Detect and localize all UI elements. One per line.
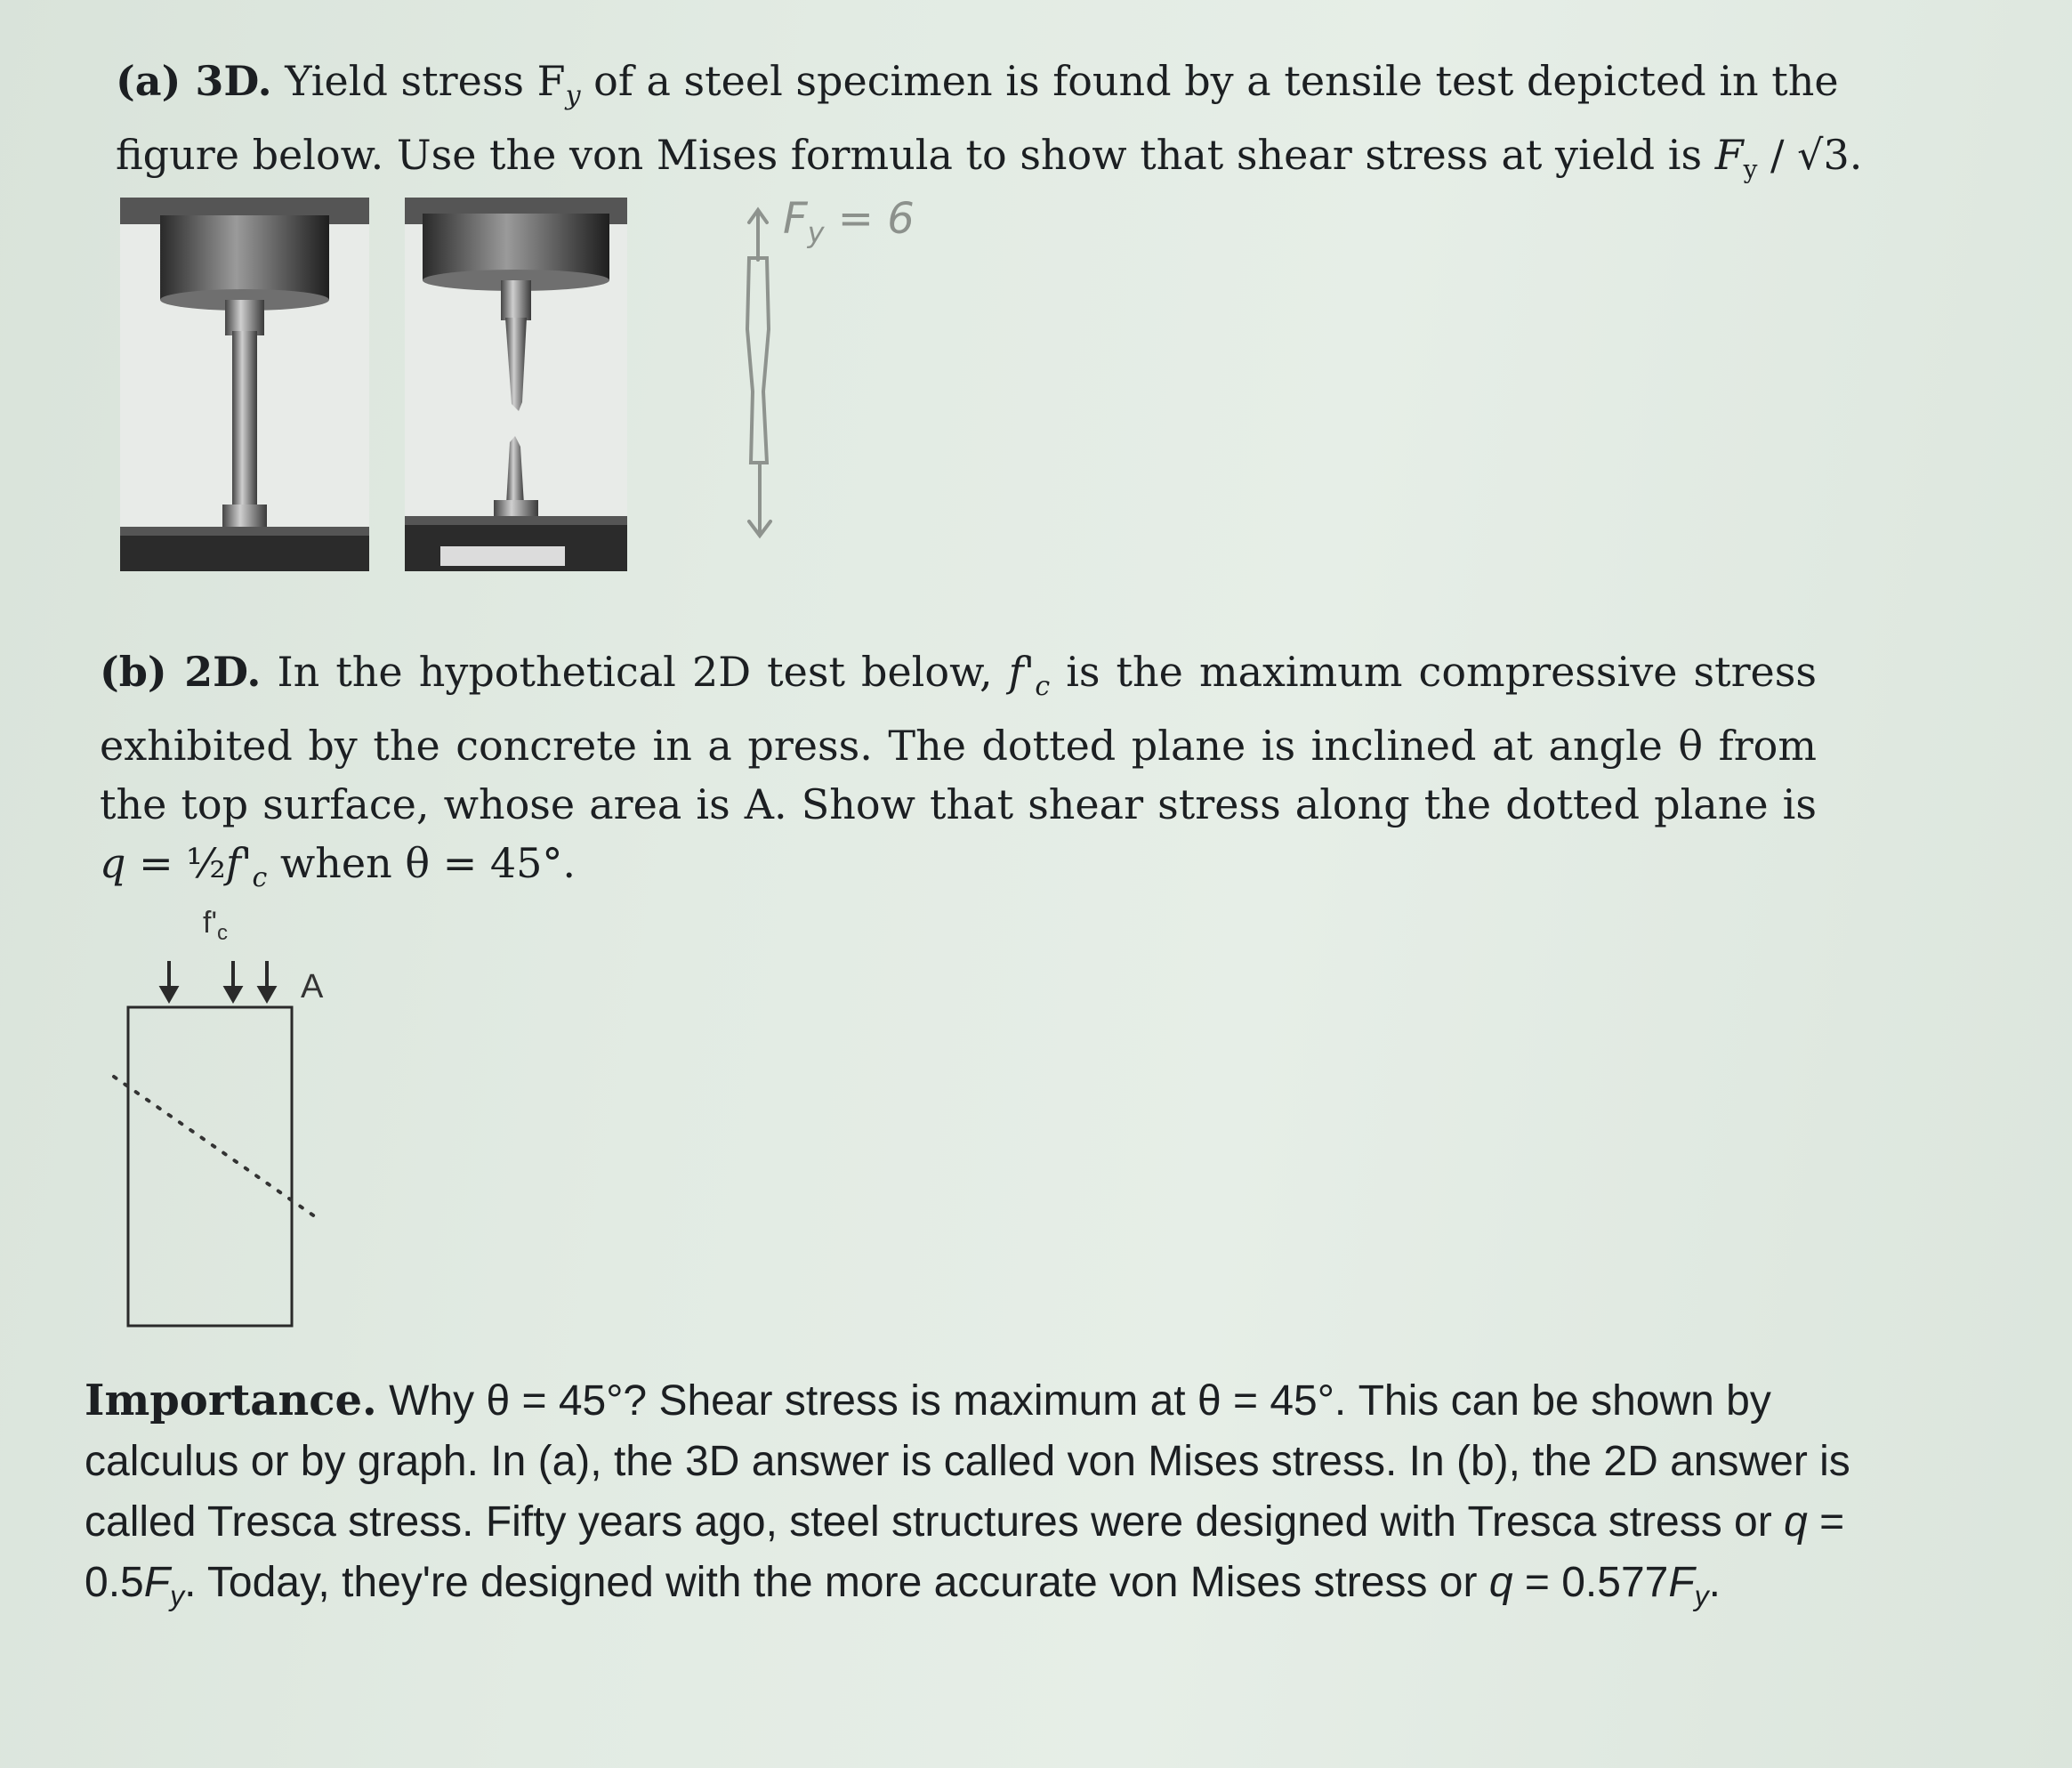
force-arrow-1-head [162,988,176,1000]
yield-formula: $F_y / √3$. [1714,131,1863,185]
part-b-label: (b) 2D. [100,648,262,696]
importance-label: Importance. [85,1376,377,1425]
figure-b-area-label: A [301,968,324,1005]
sketch-label: $F_y = 6$ [783,194,915,250]
tensile-test-photo-intact [120,198,369,571]
force-arrow-2-head [226,988,240,1000]
concrete-specimen [128,1007,292,1326]
part-a-label: (a) 3D. [116,57,272,105]
part-b-text: (b) 2D. In the hypothetical 2D test below, $f'_c$ is the maximum compressive stress exhibited by the concrete in a press. The dotted plane is inclined at angle θ from the top surface, whose area is A. Show that shear stress along the dotted plane is $q = \frac{1}{2}f'_c$ when θ = 45°. [100,648,1817,894]
force-arrow-3-head [260,988,274,1000]
sketch-specimen [747,258,769,463]
figure-b-force-label: $f'_c$ [203,906,228,945]
part-a-text: (a) 3D. Yield stress $F_y$ of a steel specimen is found by a tensile test depicted in the figure below. Use the von Mises formula to show that shear stress at yield is $F_y / √3$. [116,57,1863,185]
tensile-test-photo-fractured [405,198,627,571]
dotted-plane [114,1077,318,1219]
figure-b-diagram [89,961,338,1335]
importance-text: Importance. Why θ = 45°? Shear stress is maximum at θ = 45°. This can be shown by calculus or by graph. In (a), the 3D answer is called von Mises stress. In (b), the 2D answer is called Tresca stress. Fifty years ago, steel structures were designed with Tresca stress or $q = 0.5F_y$. Today, they're designed with the more accurate von Mises stress or $q = 0.577F_y$. [85,1376,1850,1612]
